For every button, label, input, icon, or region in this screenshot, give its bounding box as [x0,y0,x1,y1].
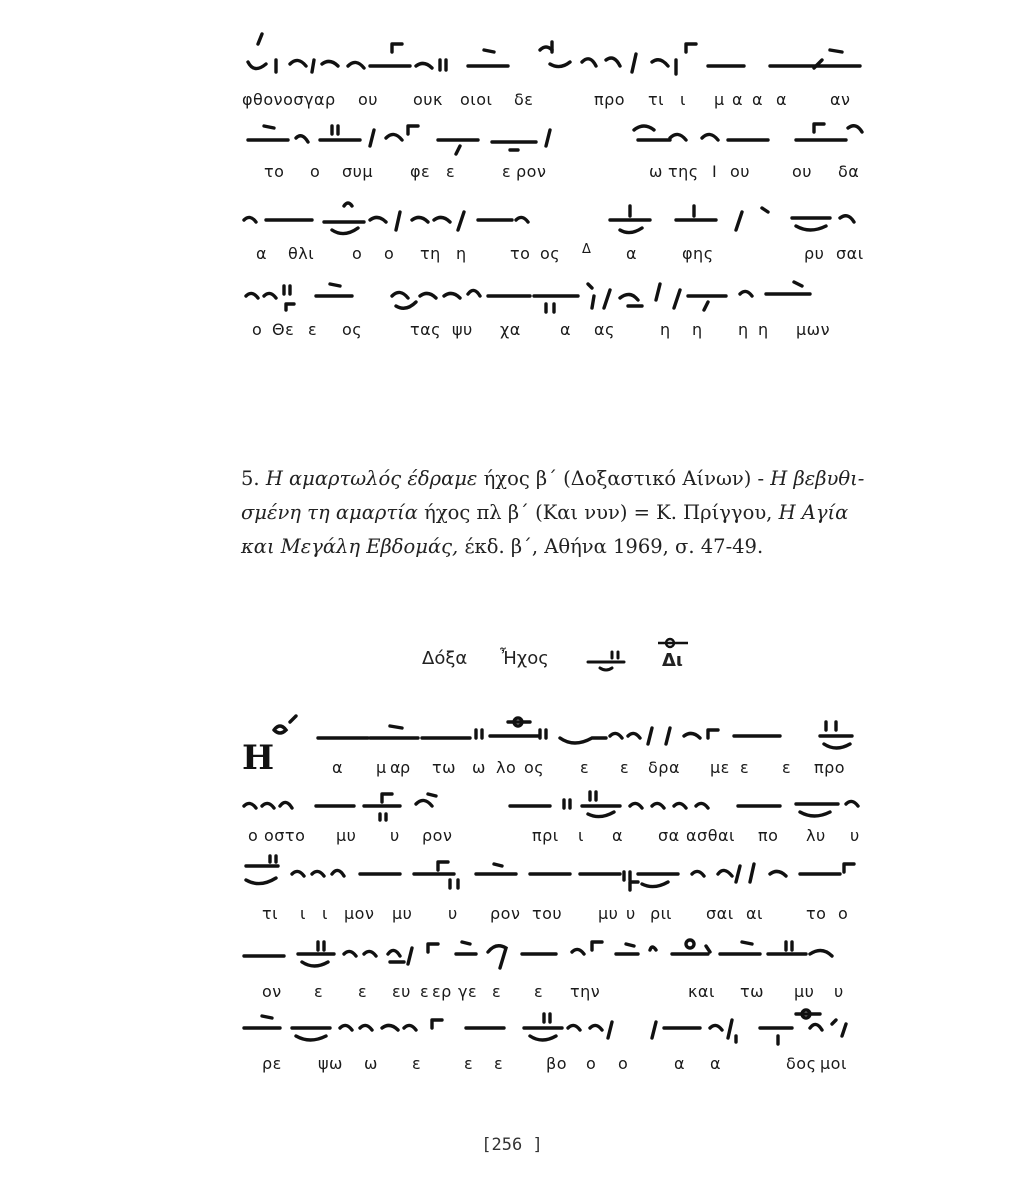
neume-line [240,274,870,324]
lyric-line [240,1054,870,1076]
lyric-syllable: ε [412,1054,422,1073]
lyric-syllable: υ [834,982,844,1001]
lyric-syllable: υ [390,826,400,845]
lyric-line [240,758,870,780]
lyric-syllable: ο [586,1054,597,1073]
lyric-syllable: μυ [336,826,357,845]
lyric-syllable: σα [658,826,680,845]
lyric-syllable: ας [594,320,615,339]
lyric-syllable: Θε [272,320,295,339]
lyric-syllable: δα [838,162,860,181]
lyric-syllable: λο [496,758,517,777]
lyric-syllable: μυ [598,904,619,923]
lyric-syllable: δε [514,90,534,109]
lyric-syllable: ο [618,1054,629,1073]
lyric-syllable: το [510,244,531,263]
martyria-icon [654,636,694,650]
lyric-syllable: δρα [648,758,680,777]
lyric-syllable: ι [680,90,686,109]
lyric-syllable: ι [666,904,672,923]
lyric-syllable: ε [740,758,750,777]
page-number: [256 ] [481,1135,543,1155]
lyric-syllable: ρε [262,1054,282,1073]
lyric-syllable: ε [420,982,430,1001]
lyric-syllable: σαι [706,904,734,923]
lyric-syllable: α [752,90,764,109]
lyric-syllable: ι [578,826,584,845]
lyric-syllable: οιοι [460,90,493,109]
lyric-syllable: ε [620,758,630,777]
lyric-syllable: ου [730,162,751,181]
lyric-syllable: ος [524,758,545,777]
lyric-syllable: α [332,758,344,777]
lyric-syllable: α [776,90,788,109]
example-number: 5. [241,467,260,490]
neume-line [240,30,870,80]
lyric-syllable: ου [358,90,379,109]
lyric-syllable: ψυ [452,320,473,339]
lyric-syllable: ω [649,162,663,181]
lyric-line [240,982,870,1004]
lyric-syllable: της [668,162,699,181]
lyric-syllable: μων [796,320,831,339]
lyric-syllable: το [264,162,285,181]
hymn-title-1: Η αμαρτωλός έδραμε [265,467,478,490]
lyric-line [240,826,870,848]
lyric-line [240,90,870,112]
mode-signature-icon [584,640,634,676]
echos-label: Ἦχος [500,648,549,669]
lyric-syllable: ος [540,244,561,263]
lyric-syllable: ασθαι [686,826,735,845]
neume-line [240,1006,870,1056]
lyric-syllable: ευ [392,982,411,1001]
lyric-syllable: λυ [806,826,826,845]
lyric-line [240,162,870,184]
lyric-syllable: και [688,982,715,1001]
lyric-syllable: η [456,244,467,263]
lyric-syllable: συμ [342,162,374,181]
lyric-syllable: ον [262,982,282,1001]
hymn-mode-2: ήχος πλ β΄ (Και νυν) = Κ. Πρίγγου, [417,501,779,524]
lyric-syllable: α [612,826,624,845]
lyric-syllable: Ι [712,162,718,181]
lyric-syllable: ε [502,162,512,181]
lyric-syllable: υ [448,904,458,923]
lyric-syllable: ε [308,320,318,339]
neume-line [240,782,870,832]
lyric-syllable: ε [782,758,792,777]
lyric-syllable: με [710,758,730,777]
lyric-syllable: η [660,320,671,339]
example-caption [241,462,871,564]
lyric-syllable: ο [352,244,363,263]
neume-line [240,932,870,982]
lyric-syllable: το [806,904,827,923]
neume-line [240,852,870,902]
lyric-syllable: πρι [532,826,559,845]
neume-line [240,712,870,762]
lyric-syllable: ε [446,162,456,181]
lyric-syllable: δος [786,1054,817,1073]
lyric-syllable: α [674,1054,686,1073]
lyric-syllable: υ [626,904,636,923]
lyric-syllable: ρ [400,758,411,777]
lyric-syllable: η [692,320,703,339]
book-title: Η Αγία και Μεγάλη Εβδομάς, [241,501,849,558]
doxa-label: Δόξα [422,648,468,669]
lyric-syllable: οστο [264,826,306,845]
lyric-line [240,904,870,926]
lyric-syllable: σαι [836,244,864,263]
lyric-syllable: θλι [288,244,315,263]
lyric-syllable: μυ [794,982,815,1001]
lyric-syllable: α [732,90,744,109]
lyric-syllable: φης [682,244,714,263]
lyric-syllable: φε [410,162,431,181]
lyric-syllable: ο [310,162,321,181]
lyric-syllable: χα [500,320,521,339]
lyric-syllable: η [738,320,749,339]
lyric-syllable: ερ [432,982,452,1001]
lyric-line [240,244,870,266]
lyric-syllable: ι [300,904,306,923]
lyric-syllable: ε [358,982,368,1001]
lyric-syllable: α [626,244,638,263]
lyric-syllable: ρον [422,826,453,845]
hymn-title-2: Η βεβυθι-σμένη τη αμαρτία [241,467,865,524]
lyric-syllable: μυ [392,904,413,923]
lyric-syllable: ο [384,244,395,263]
lyric-syllable: βο [546,1054,567,1073]
lyric-syllable: αι [746,904,763,923]
martyria-label: Δι [662,650,683,671]
lyric-syllable: ο [252,320,263,339]
lyric-syllable: προ [594,90,626,109]
lyric-syllable: φθονοσγαρ [242,90,336,109]
lyric-syllable: τι [648,90,665,109]
lyric-syllable: ε [464,1054,474,1073]
lyric-syllable: υ [850,826,860,845]
lyric-syllable: ρον [490,904,521,923]
edition-info: έκδ. β΄, Αθήνα 1969, σ. 47-49. [458,535,764,558]
lyric-syllable: ε [492,982,502,1001]
lyric-syllable: η [758,320,769,339]
lyric-syllable: του [532,904,563,923]
lyric-line [240,320,870,342]
lyric-syllable: προ [814,758,846,777]
lyric-syllable: ρυ [804,244,825,263]
lyric-syllable: ε [534,982,544,1001]
hymn-mode-1: ήχος β΄ (Δοξαστικό Αίνων) - [477,467,771,490]
lyric-syllable: ε [580,758,590,777]
lyric-syllable: τι [262,904,279,923]
lyric-syllable: την [570,982,601,1001]
lyric-syllable: ουκ [413,90,443,109]
lyric-syllable: α [560,320,572,339]
lyric-syllable: α [710,1054,722,1073]
lyric-syllable: τη [420,244,441,263]
neume-line [240,196,870,246]
lyric-syllable: Δ [582,242,592,257]
lyric-syllable: μοι [820,1054,847,1073]
neume-line [240,112,870,162]
lyric-syllable: α [256,244,268,263]
lyric-syllable: α [390,758,402,777]
lyric-syllable: ος [342,320,363,339]
lyric-syllable: ου [792,162,813,181]
lyric-syllable: μ [376,758,387,777]
lyric-syllable: τω [740,982,765,1001]
lyric-syllable: ω [472,758,486,777]
lyric-syllable: ψω [318,1054,343,1073]
lyric-syllable: αν [830,90,851,109]
initial-letter: Η [242,738,275,778]
lyric-syllable: ι [322,904,328,923]
lyric-syllable: ε [314,982,324,1001]
lyric-syllable: ε [494,1054,504,1073]
lyric-syllable: μ [714,90,725,109]
lyric-syllable: ω [364,1054,378,1073]
lyric-syllable: ο [838,904,849,923]
lyric-syllable: μον [344,904,375,923]
lyric-syllable: γε [458,982,478,1001]
lyric-syllable: τας [410,320,442,339]
lyric-syllable: τω [432,758,457,777]
lyric-syllable: ρον [516,162,547,181]
lyric-syllable: ο [248,826,259,845]
lyric-syllable: πο [758,826,779,845]
lyric-syllable: ρι [650,904,667,923]
